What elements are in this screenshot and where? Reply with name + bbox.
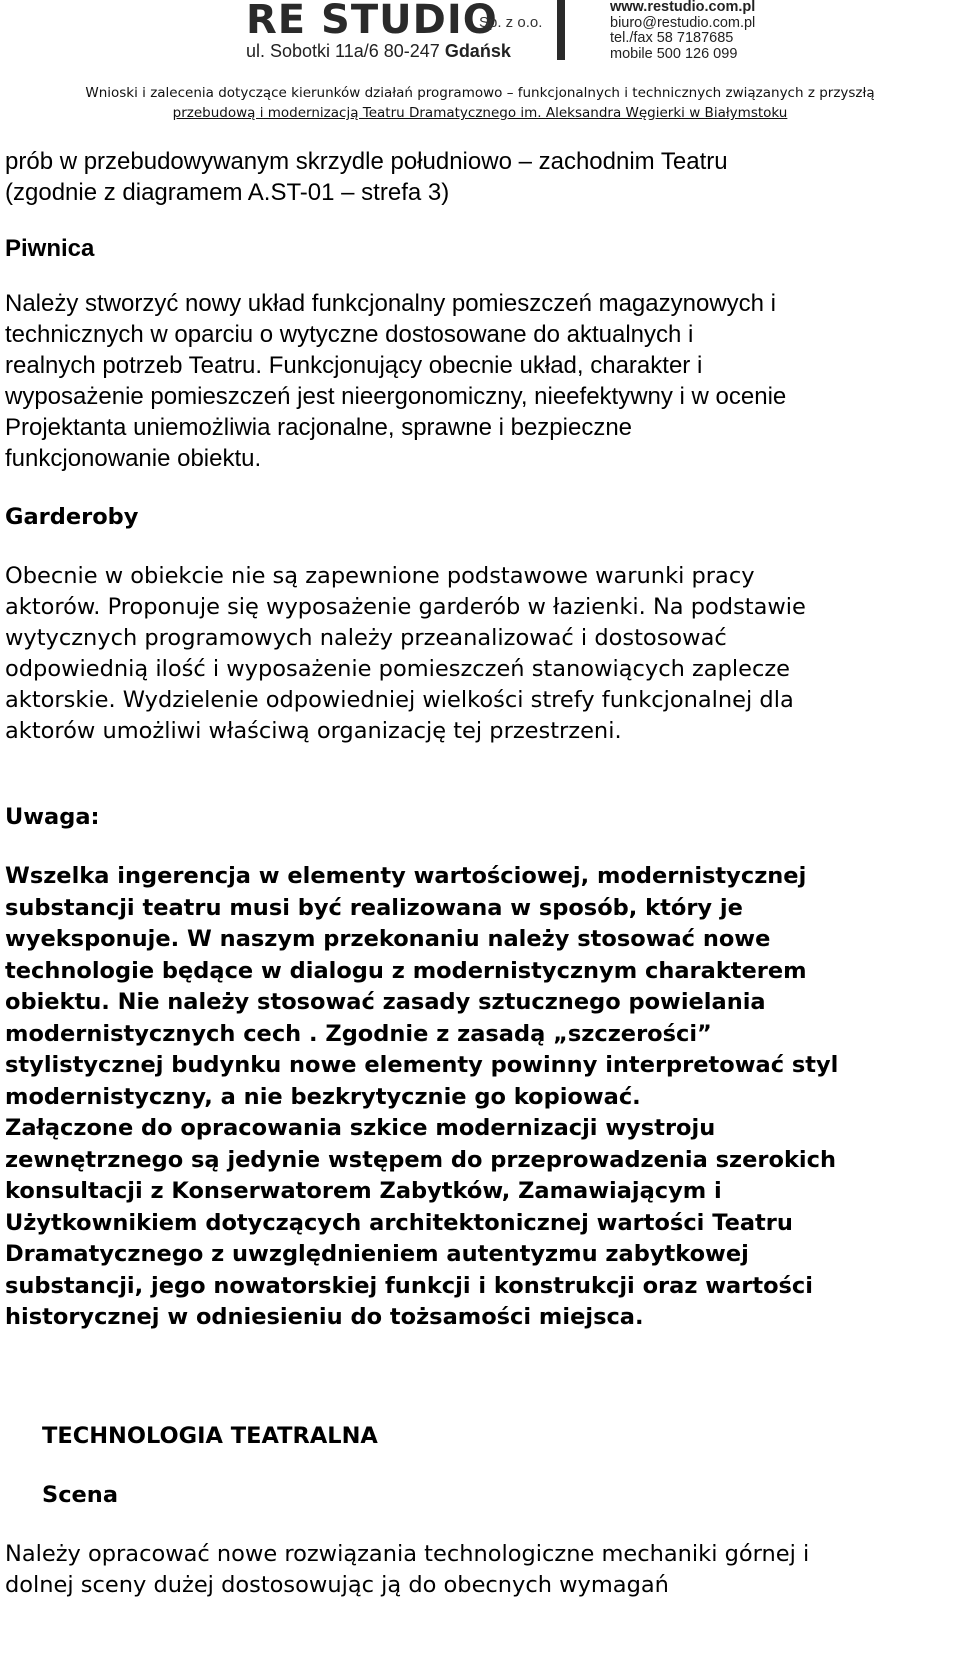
text-line: dolnej sceny dużej dostosowując ją do obecnych wymagań [5,1571,669,1598]
letterhead-divider [557,0,565,60]
company-address [246,41,511,62]
text-line: wytycznych programowych należy przeanalizować i dostosować [5,625,727,651]
subject-line-2: przebudową i modernizacją Teatru Dramatycznego im. Aleksandra Węgierki w Białymstoku [172,105,788,121]
text-line: Załączone do opracowania szkice modernizacji wystroju [5,1115,716,1141]
text-line: Projektanta uniemożliwia racjonalne, sprawne i bezpieczne [5,414,633,441]
text-line: zewnętrznego są jedynie wstępem do przeprowadzenia szerokich [5,1146,836,1173]
text-line: Obecnie w obiekcie nie są zapewnione podstawowe warunki pracy [5,563,755,589]
phone-number: tel./fax 58 7187685 [610,30,734,46]
text-line: odpowiednią ilość i wyposażenie pomieszczeń stanowiących zaplecze [5,656,790,682]
garderoby-paragraph [5,561,957,747]
intro-paragraph [5,146,957,208]
text-line: stylistycznej budynku nowe elementy powinny interpretować styl [5,1052,839,1078]
section-heading-scena: Scena [42,1481,119,1508]
text-line: wyeksponuje. W naszym przekonaniu należy stosować nowe [5,926,771,952]
section-heading-garderoby: Garderoby [5,504,139,530]
text-line: historycznej w odniesieniu do tożsamości miejsca. [5,1304,644,1330]
text-line: funkcjonowanie obiektu. [5,445,262,472]
text-line: obiektu. Nie należy stosować zasady sztucznego powielania [5,989,766,1015]
address-city: Gdańsk [444,41,511,61]
text-line: (zgodnie z diagramem A.ST-01 – strefa 3) [5,179,450,206]
document-body [5,146,957,1601]
text-line: aktorów umożliwi właściwą organizację tej przestrzeni. [5,718,622,744]
section-heading-technologia: TECHNOLOGIA TEATRALNA [42,1422,378,1449]
text-line: technologie będące w dialogu z modernistycznym charakterem [5,957,807,984]
text-line: realnych potrzeb Teatru. Funkcjonujący obecnie układ, charakter i [5,352,703,379]
text-line: Dramatycznego z uwzględnieniem autentyzmu zabytkowej [5,1241,749,1267]
text-line: Użytkownikiem dotyczących architektonicznej wartości Teatru [5,1209,793,1236]
website-link[interactable]: www.restudio.com.pl [610,0,756,15]
section-heading-piwnica: Piwnica [5,235,95,262]
piwnica-paragraph [5,288,957,474]
text-line: Należy stworzyć nowy układ funkcjonalny pomieszczeń magazynowych i [5,290,776,317]
text-line: Należy opracować nowe rozwiązania technologiczne mechaniki górnej i [5,1540,810,1567]
mobile-number: mobile 500 126 099 [610,45,738,62]
company-legal-form: Sp. z o.o. [479,14,543,31]
email-link[interactable]: biuro@restudio.com.pl [610,14,756,31]
text-line: prób w przebudowywanym skrzydle południowo – zachodnim Teatru [5,148,728,175]
address-street: ul. Sobotki 11a/6 80-247 [246,41,445,61]
text-line: wyposażenie pomieszczeń jest nieergonomiczny, nieefektywny i w ocenie [5,383,787,410]
text-line: Wszelka ingerencja w elementy wartościowej, modernistycznej [5,863,807,889]
company-logo: RE STUDIO [246,0,498,43]
uwaga-paragraph [5,861,957,1334]
letterhead [0,0,960,86]
text-line: modernistycznych cech . Zgodnie z zasadą „szczerości” [5,1020,712,1047]
contact-block [610,0,755,62]
text-line: aktorskie. Wydzielenie odpowiedniej wielkości strefy funkcjonalnej dla [5,687,794,713]
text-line: substancji, jego nowatorskiej funkcji i konstrukcji oraz wartości [5,1272,813,1299]
text-line: aktorów. Proponuje się wyposażenie garderób w łazienki. Na podstawie [5,594,806,620]
text-line: technicznych w oparciu o wytyczne dostosowane do aktualnych i [5,321,694,348]
section-heading-uwaga: Uwaga: [5,804,100,830]
text-line: konsultacji z Konserwatorem Zabytków, Zamawiającym i [5,1178,722,1204]
subject-line-1: Wnioski i zalecenia dotyczące kierunków działań programowo – funkcjonalnych i technicznych związanych z przyszłą [85,85,875,101]
text-line: substancji teatru musi być realizowana w sposób, który je [5,894,743,921]
document-subject [0,83,960,123]
scena-paragraph [5,1539,957,1601]
text-line: modernistyczny, a nie bezkrytycznie go kopiować. [5,1083,641,1110]
